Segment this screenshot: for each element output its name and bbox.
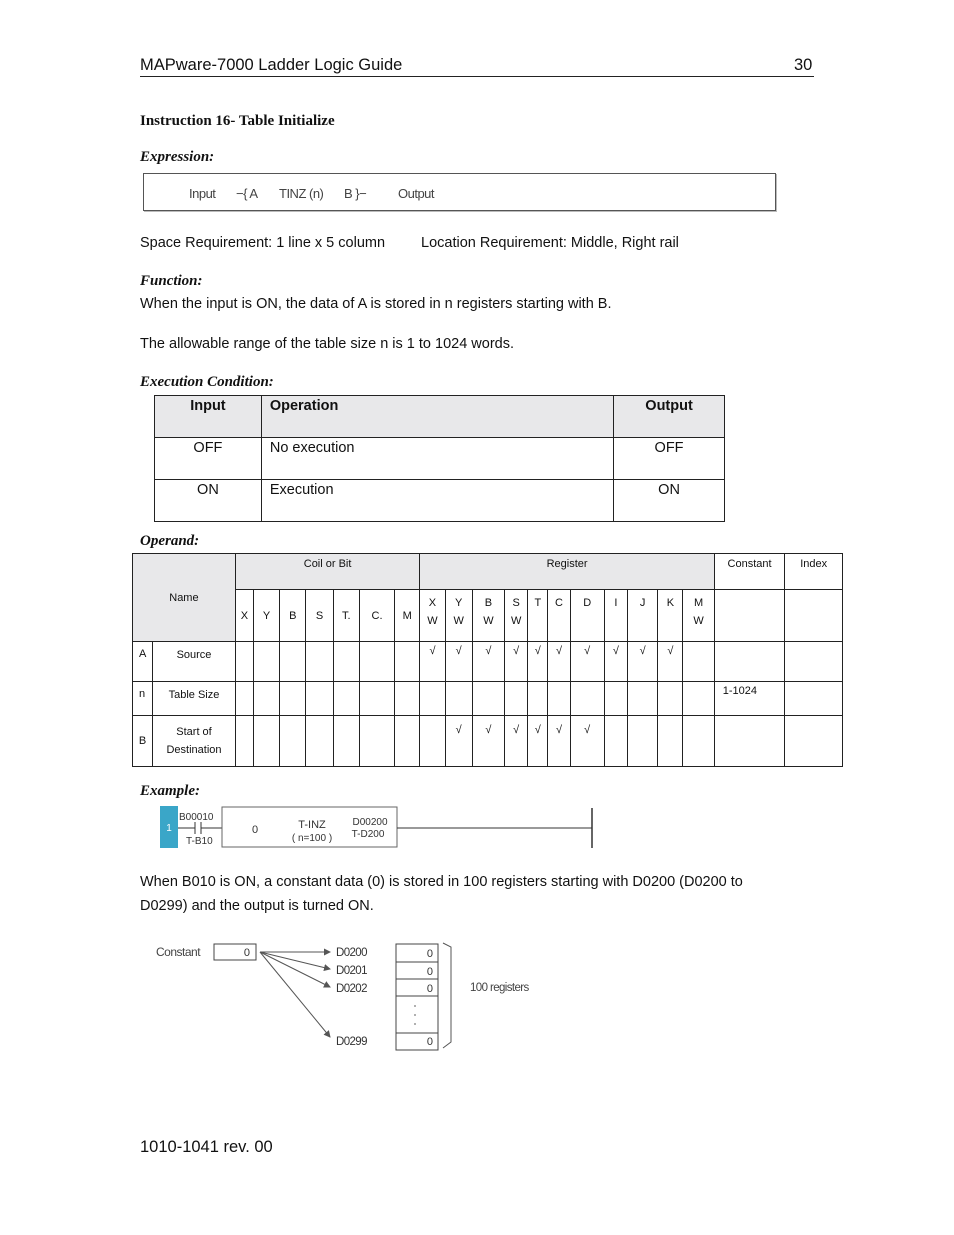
operand-name-line: Destination [166,744,222,756]
operand-cell [280,682,306,716]
operand-cell: √ [528,642,548,682]
operand-cell [235,642,253,682]
coil-column-header: M [395,590,420,642]
operand-name [153,682,236,716]
operand-cell [395,682,420,716]
register-column-suffix: W [483,615,494,627]
operand-cell [253,642,279,682]
brace-label: 100 registers [470,982,529,994]
register-diagram [150,938,570,1053]
operand-key: B [133,716,153,767]
function-label: Function: [140,273,203,289]
register-cell-value: 0 [426,983,433,995]
operand-cell [359,642,394,682]
register-column-letter: M [694,597,704,609]
expression-operand-a: −{ A [236,186,258,201]
operand-key: A [133,642,153,682]
ladder-dest-address: D00200 [352,817,388,828]
exec-input-cell: ON [155,480,262,522]
operand-index-cell [785,642,843,682]
operand-cell [548,682,570,716]
contact-address: B00010 [179,812,214,823]
operand-cell: √ [658,642,683,682]
constant-header: Constant [714,554,785,590]
register-column-letter: X [428,597,437,609]
expression-label: Expression: [140,149,215,165]
register-column-header [604,590,627,642]
register-column-header [628,590,658,642]
operand-cell [528,682,548,716]
operand-cell [604,682,627,716]
table-row [133,716,843,767]
operand-name-line: Source [176,649,212,661]
register-column-letter: J [639,597,646,609]
operand-cell: √ [472,716,504,767]
register-column-header [548,590,570,642]
operand-cell: √ [505,642,528,682]
function-text-2: The allowable range of the table size n is 1 to 1024 words. [140,336,515,352]
operand-cell [280,642,306,682]
operand-cell: √ [570,716,604,767]
operand-cell [604,716,627,767]
operand-key: n [133,682,153,716]
operand-index-cell [785,590,843,642]
register-column-suffix: W [427,615,438,627]
operand-constant-cell: 1-1024 [714,682,785,716]
operand-cell [420,682,445,716]
exec-output-cell: ON [614,480,725,522]
exec-operation-cell: Execution [261,480,613,522]
register-column-letter: I [614,597,618,609]
operand-column-row [133,590,843,642]
operand-name-line: Start of [176,726,212,738]
register-column-letter: C [555,597,563,609]
example-label: Example: [140,783,200,799]
operand-cell [683,716,714,767]
register-label: D0299 [336,1036,367,1048]
operand-cell [359,716,394,767]
function-text-1: When the input is ON, the data of A is stored in n registers starting with B. [140,296,612,312]
register-column-header [528,590,548,642]
expression-output: Output [398,186,435,201]
operand-cell [445,682,472,716]
operand-cell [395,716,420,767]
register-label: D0201 [336,965,367,977]
header-rule [140,76,814,77]
table-row [155,438,725,480]
coil-column-header: C. [359,590,394,642]
operand-constant-cell [714,642,785,682]
table-row [155,480,725,522]
execution-label: Execution Condition: [140,374,274,390]
index-header: Index [785,554,843,590]
header-output: Output [614,396,725,438]
operand-cell: √ [548,642,570,682]
operand-cell [683,682,714,716]
coil-column-header: X [235,590,253,642]
ladder-diagram [160,806,600,850]
register-column-suffix: W [693,615,704,627]
operand-cell [253,682,279,716]
register-brace [443,943,451,1048]
expression-box [143,173,776,211]
example-text-2: D0299) and the output is turned ON. [140,898,374,914]
register-column-header [420,590,445,642]
ladder-example [160,806,600,850]
operand-cell: √ [628,642,658,682]
register-group-header: Register [420,554,714,590]
operand-name-line: Table Size [168,689,220,701]
exec-input-cell: OFF [155,438,262,480]
operand-constant-cell [714,716,785,767]
expression-operand-b: B }− [344,186,367,201]
operand-cell: √ [604,642,627,682]
register-column-header [570,590,604,642]
exec-operation-cell: No execution [261,438,613,480]
operand-cell [333,716,359,767]
operand-label: Operand: [140,533,200,549]
operand-cell [395,642,420,682]
operand-cell [472,682,504,716]
operand-table [132,553,843,767]
coil-column-header: S [306,590,333,642]
register-column-letter: T [534,597,542,609]
register-cell-value: 0 [426,1036,433,1048]
space-requirement: Space Requirement: 1 line x 5 column [140,235,386,251]
register-column-suffix: W [510,615,522,627]
operand-cell: √ [445,642,472,682]
register-column-suffix: W [453,615,464,627]
operand-cell [420,716,445,767]
operand-index-cell [785,682,843,716]
operand-cell [306,642,333,682]
operand-cell [658,682,683,716]
operand-cell [280,716,306,767]
register-column-header [472,590,504,642]
ladder-table-size: ( n=100 ) [291,833,333,844]
operand-cell [306,682,333,716]
coil-column-header: Y [253,590,279,642]
execution-header-row [155,396,725,438]
register-column-letter: S [512,597,520,609]
operand-cell [235,682,253,716]
coil-group-header: Coil or Bit [235,554,420,590]
constant-value: 0 [243,947,250,959]
register-column-header [505,590,528,642]
page-number: 30 [794,56,813,74]
operand-cell: √ [528,716,548,767]
operand-name [153,716,236,767]
ladder-operand-a: 0 [252,824,259,836]
ladder-dest-tag: T-D200 [351,829,385,840]
operand-cell [359,682,394,716]
operand-cell [253,716,279,767]
operand-cell: √ [570,642,604,682]
register-column-header [445,590,472,642]
header-operation: Operation [261,396,613,438]
coil-column-header: T. [333,590,359,642]
table-row [133,682,843,716]
register-column-letter: D [583,597,592,609]
operand-cell: √ [445,716,472,767]
contact-tag: T-B10 [186,836,213,847]
operand-cell [235,716,253,767]
operand-cell [333,642,359,682]
location-requirement: Location Requirement: Middle, Right rail [421,235,679,251]
operand-cell [570,682,604,716]
register-fill-diagram [150,938,570,1053]
operand-constant-cell [714,590,785,642]
ladder-instruction: T-INZ [298,819,326,831]
register-label: D0202 [336,983,367,995]
operand-cell [628,716,658,767]
operand-cell [628,682,658,716]
register-column-letter: Y [455,597,463,609]
operand-cell [658,716,683,767]
register-label: D0200 [336,947,367,959]
operand-cell: √ [548,716,570,767]
header-input: Input [155,396,262,438]
register-cell-value: 0 [426,966,433,978]
operand-cell [505,682,528,716]
operand-cell: √ [420,642,445,682]
operand-cell [683,642,714,682]
operand-cell: √ [505,716,528,767]
operand-cell [306,716,333,767]
coil-column-header: B [280,590,306,642]
document-title: MAPware-7000 Ladder Logic Guide [140,56,403,74]
rung-number: 1 [166,823,172,834]
operand-index-cell [785,716,843,767]
operand-cell [333,682,359,716]
execution-table [154,395,725,522]
operand-group-row [133,554,843,590]
register-column-letter: K [666,597,675,609]
expression-instruction: TINZ (n) [279,186,324,201]
register-column-header [658,590,683,642]
register-column-header [683,590,714,642]
expression-input: Input [189,186,216,201]
constant-label: Constant [156,945,201,959]
operand-name [153,642,236,682]
operand-cell: √ [472,642,504,682]
name-header: Name [133,554,236,642]
footer-revision: 1010-1041 rev. 00 [140,1138,273,1156]
exec-output-cell: OFF [614,438,725,480]
example-text-1: When B010 is ON, a constant data (0) is stored in 100 registers starting with D0200 (D0200 to [140,874,743,890]
table-row [133,642,843,682]
register-column-letter: B [484,597,493,609]
register-cell-value: 0 [426,948,433,960]
instruction-title: Instruction 16- Table Initialize [140,113,335,129]
